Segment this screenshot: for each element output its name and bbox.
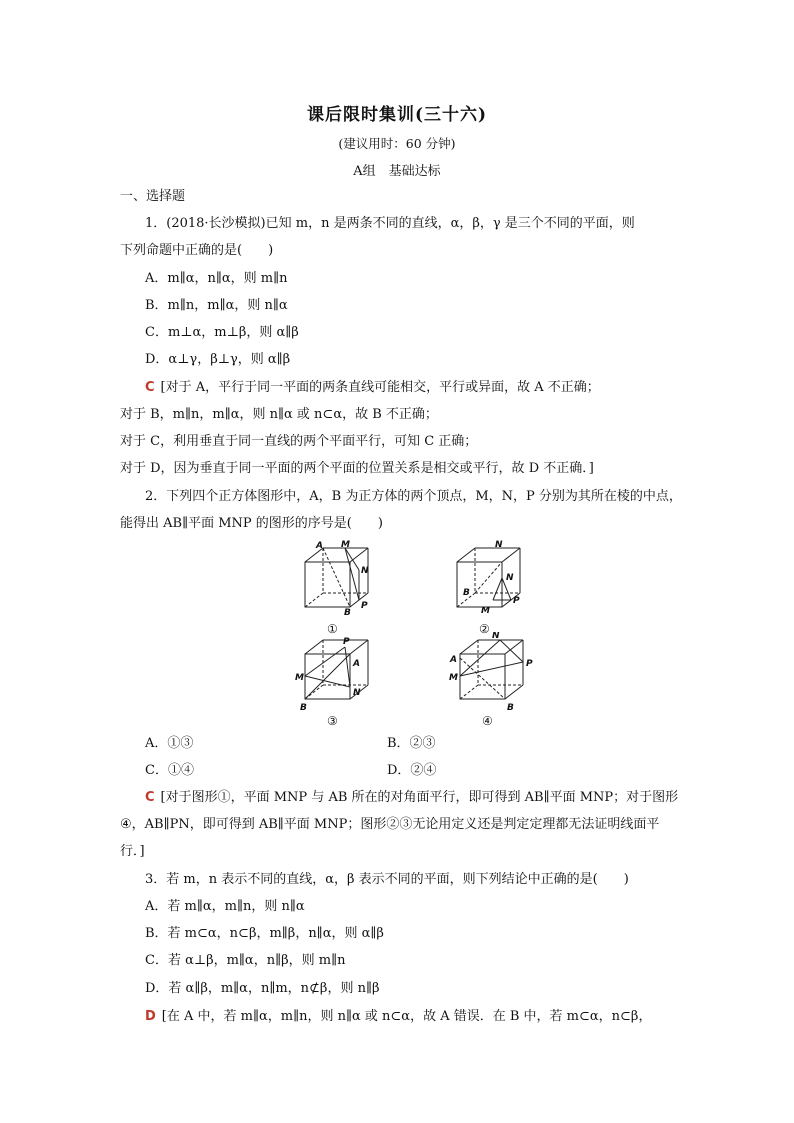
cube3-caption: ③ bbox=[327, 714, 338, 728]
cube2-label-n2: N bbox=[506, 573, 514, 583]
q2-option-c: C．①④ bbox=[145, 763, 194, 778]
q2-option-b: B．②③ bbox=[387, 736, 436, 751]
page-title: 课后限时集训(三十六) bbox=[306, 105, 488, 125]
cube1-label-p: P bbox=[361, 601, 368, 611]
cube3-label-m: M bbox=[295, 673, 304, 683]
q1-option-a: A．m∥α，n∥α，则 m∥n bbox=[145, 271, 288, 286]
q1-answer: C bbox=[145, 380, 155, 395]
cube2-label-b: B bbox=[463, 588, 470, 598]
q1-option-d: D．α⊥γ，β⊥γ，则 α∥β bbox=[145, 352, 291, 367]
cube4-label-p: P bbox=[526, 659, 533, 669]
q1-stem-line2: 下列命题中正确的是( ) bbox=[120, 243, 274, 258]
cube4-label-a: A bbox=[450, 655, 457, 665]
cube1-label-a: A bbox=[316, 541, 323, 551]
q3-explanation-line1: D [在 A 中，若 m∥α，m∥n，则 n∥α 或 n⊂α，故 A 错误．在 B 中，若 m⊂α，n⊂β， bbox=[145, 1009, 652, 1024]
q1-explanation-line1: C [对于 A，平行于同一平面的两条直线可能相交，平行或异面，故 A 不正确； bbox=[145, 380, 600, 395]
cube3-label-a: A bbox=[353, 659, 360, 669]
cube4-caption: ④ bbox=[482, 714, 493, 728]
q1-explanation-line3: 对于 C，利用垂直于同一直线的两个平面平行，可知 C 正确； bbox=[120, 434, 478, 449]
cube-figure-3 bbox=[290, 632, 380, 732]
cube3-label-p: P bbox=[343, 637, 350, 647]
q1-stem-line1: 1．(2018·长沙模拟)已知 m，n 是两条不同的直线，α，β，γ 是三个不同的平面，则 bbox=[145, 216, 635, 231]
q2-option-a: A．①③ bbox=[145, 736, 194, 751]
cube1-label-m: M bbox=[341, 540, 350, 550]
group-heading: A组 基础达标 bbox=[353, 164, 441, 179]
q2-explanation-line1: C [对于图形①，平面 MNP 与 AB 所在的对角面平行，即可得到 AB∥平面 MNP；对于图形 bbox=[145, 790, 679, 805]
cube3-label-n: N bbox=[353, 688, 361, 698]
cube2-label-n: N bbox=[495, 540, 503, 550]
cube1-label-n: N bbox=[361, 566, 369, 576]
q3-stem: 3．若 m，n 表示不同的直线，α，β 表示不同的平面，则下列结论中正确的是( ) bbox=[145, 872, 629, 887]
q3-option-d: D．若 α∥β，m∥α，n∥m，n⊄β，则 n∥β bbox=[145, 981, 380, 996]
q3-answer: D bbox=[145, 1009, 156, 1024]
section-heading: 一、选择题 bbox=[120, 189, 186, 204]
q1-explanation-line2: 对于 B，m∥n，m∥α，则 n∥α 或 n⊂α，故 B 不正确； bbox=[120, 407, 438, 422]
cube4-label-m: M bbox=[449, 673, 458, 683]
cube1-label-b: B bbox=[344, 608, 351, 618]
cube2-caption: ② bbox=[479, 622, 490, 636]
q2-stem-line2: 能得出 AB∥平面 MNP 的图形的序号是( ) bbox=[120, 516, 383, 531]
q3-option-b: B．若 m⊂α，n⊂β，m∥β，n∥α，则 α∥β bbox=[145, 926, 384, 941]
cube-figure-4 bbox=[445, 632, 535, 732]
q3-option-a: A．若 m∥α，m∥n，则 n∥α bbox=[145, 899, 305, 914]
cube4-label-b: B bbox=[507, 703, 514, 713]
cube4-label-n: N bbox=[492, 632, 500, 641]
cube3-label-b: B bbox=[300, 703, 307, 713]
q2-answer: C bbox=[145, 790, 155, 805]
cube-figure-2 bbox=[445, 540, 535, 640]
cube1-caption: ① bbox=[327, 622, 338, 636]
q3-option-c: C．若 α⊥β，m∥α，n∥β，则 m∥n bbox=[145, 953, 346, 968]
cube2-label-m: M bbox=[481, 606, 490, 616]
cube2-label-p: P bbox=[513, 596, 520, 606]
cube-figure-1 bbox=[290, 540, 380, 640]
q2-option-d: D．②④ bbox=[387, 763, 437, 778]
suggested-time: (建议用时：60 分钟) bbox=[338, 136, 456, 151]
q1-option-b: B．m∥n，m∥α，则 n∥α bbox=[145, 298, 288, 313]
q1-option-c: C．m⊥α，m⊥β，则 α∥β bbox=[145, 325, 299, 340]
q1-explanation-line4: 对于 D，因为垂直于同一平面的两个平面的位置关系是相交或平行，故 D 不正确．] bbox=[120, 461, 594, 476]
q2-stem-line1: 2．下列四个正方体图形中，A，B 为正方体的两个顶点，M，N，P 分别为其所在棱的中点， bbox=[145, 489, 682, 504]
q2-explanation-line3: 行．] bbox=[120, 844, 145, 859]
q2-explanation-line2: ④，AB∥PN，即可得到 AB∥平面 MNP；图形②③无论用定义还是判定定理都无法证明线面平 bbox=[120, 817, 660, 832]
